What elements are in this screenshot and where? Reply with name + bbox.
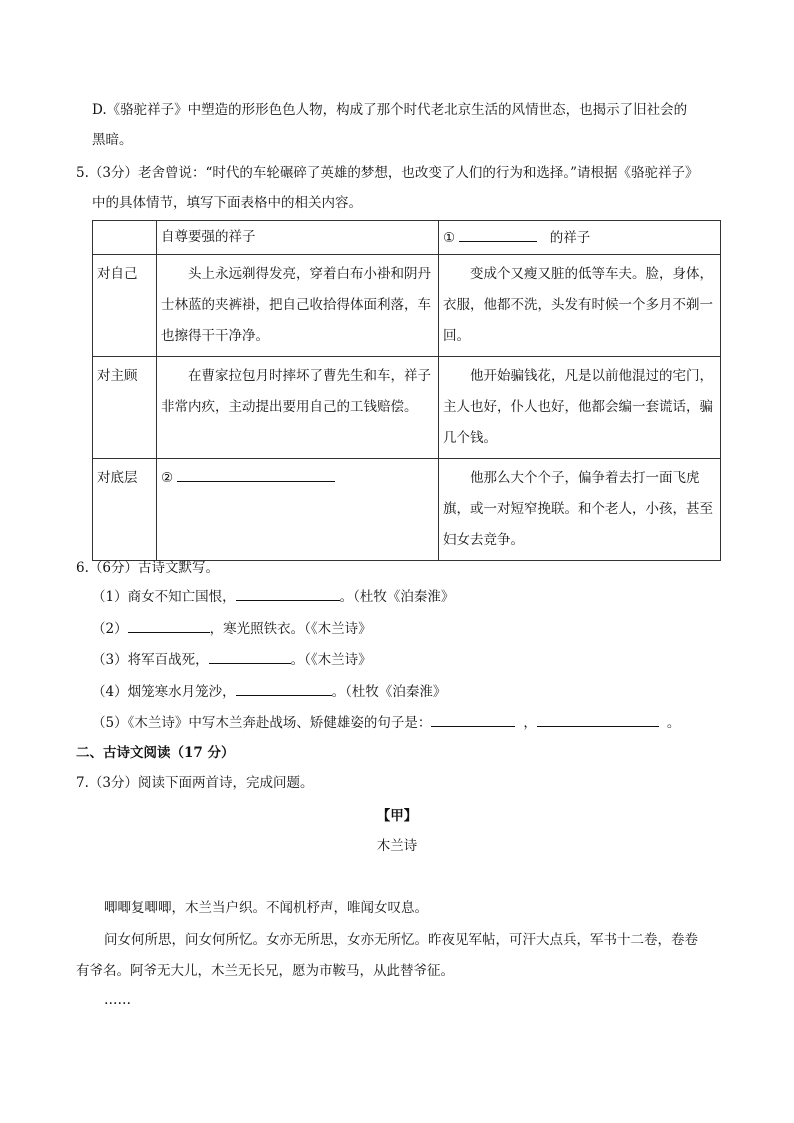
header-blank-xiangzi xyxy=(439,221,721,255)
recitation-item-5-period: 。 xyxy=(666,715,681,731)
recitation-blank-4[interactable] xyxy=(236,681,332,696)
recitation-item-3 xyxy=(92,649,372,670)
recitation-item-4-prompt: （4）烟笼寒水月笼沙， xyxy=(92,684,236,700)
poem-title: 木兰诗 xyxy=(376,838,418,854)
option-d-line1: D.《骆驼祥子》中塑造的形形色色人物，构成了那个时代老北京生活的风情世态，也揭示了旧社会的 xyxy=(92,102,688,118)
option-d-line2: 黑暗。 xyxy=(92,132,133,148)
recitation-item-2-prompt: （2） xyxy=(92,621,128,637)
blank-marker-2: ② xyxy=(161,470,174,486)
xiangzi-comparison-table xyxy=(92,220,721,561)
poem-jia-marker: 【甲】 xyxy=(376,808,418,824)
row-customer-after: 他开始骗钱花，凡是以前他混过的宅门，主人也好，仆人也好，他都会编一套谎话，骗几个钱。 xyxy=(439,357,721,459)
answer-blank-1[interactable] xyxy=(459,227,537,242)
recitation-item-5 xyxy=(92,712,680,733)
recitation-item-2 xyxy=(92,618,372,639)
table-row xyxy=(93,459,721,561)
recitation-item-3-prompt: （3）将军百战死， xyxy=(92,652,209,668)
row-customer-before: 在曹家拉包月时摔坏了曹先生和车，祥子非常内疚，主动提出要用自己的工钱赔偿。 xyxy=(157,357,439,459)
recitation-blank-3[interactable] xyxy=(209,649,291,664)
header-suffix: 的祥子 xyxy=(549,230,591,246)
question-6-title: 6.（6分）古诗文默写。 xyxy=(76,560,219,576)
recitation-item-2-source: ，寒光照铁衣。（《木兰诗》 xyxy=(209,621,372,637)
row-self-after: 变成个又瘦又脏的低等车夫。脸，身体，衣服，他都不洗，头发有时候一个多月不剃一回。 xyxy=(439,255,721,357)
poem-paragraph-2-line2: 有爷名。阿爷无大儿，木兰无长兄，愿为市鞍马，从此替爷征。 xyxy=(76,963,454,979)
section-2-heading: 二、古诗文阅读（17 分） xyxy=(76,745,235,761)
recitation-blank-1[interactable] xyxy=(236,586,340,601)
recitation-blank-2[interactable] xyxy=(128,618,210,633)
recitation-item-1-prompt: （1）商女不知亡国恨， xyxy=(92,589,236,605)
answer-blank-2[interactable] xyxy=(177,467,335,482)
poem-paragraph-1: 唧唧复唧唧，木兰当户织。不闻机杼声，唯闻女叹息。 xyxy=(104,900,428,916)
recitation-blank-5a[interactable] xyxy=(431,712,515,727)
recitation-item-5-comma: ， xyxy=(523,715,537,731)
table-row xyxy=(93,357,721,459)
poem-ellipsis: …… xyxy=(104,992,131,1008)
row-lower-class-after: 他那么大个个子，偏争着去打一面飞虎旗，或一对短窄挽联。和个老人，小孩，甚至妇女去竞争。 xyxy=(439,459,721,561)
header-proud-xiangzi: 自尊要强的祥子 xyxy=(157,221,439,255)
blank-marker-1: ① xyxy=(443,230,456,246)
row-lower-class-before xyxy=(157,459,439,561)
recitation-item-4-source: 。（杜牧《泊秦淮》 xyxy=(331,684,447,700)
recitation-item-5-prompt: （5）《木兰诗》中写木兰奔赴战场、矫健雄姿的句子是： xyxy=(92,715,432,731)
recitation-blank-5b[interactable] xyxy=(537,712,659,727)
poem-paragraph-2-line1: 问女何所思，问女何所忆。女亦无所思，女亦无所忆。昨夜见军帖，可汗大点兵，军书十二卷，卷卷 xyxy=(104,932,698,948)
question-7-title: 7.（3分）阅读下面两首诗，完成问题。 xyxy=(76,775,314,791)
table-corner-cell xyxy=(93,221,157,255)
row-label-customer: 对主顾 xyxy=(93,357,157,459)
question-5-stem: 5.（3分）老舍曾说：“时代的车轮碾碎了英雄的梦想，也改变了人们的行为和选择。”请根据《骆驼祥子》 xyxy=(76,165,699,181)
table-row xyxy=(93,255,721,357)
row-label-self: 对自己 xyxy=(93,255,157,357)
recitation-item-3-source: 。（《木兰诗》 xyxy=(290,652,372,668)
table-header-row xyxy=(93,221,721,255)
recitation-item-4 xyxy=(92,681,446,702)
row-label-lower-class: 对底层 xyxy=(93,459,157,561)
recitation-item-1-source: 。（杜牧《泊秦淮》 xyxy=(339,589,455,605)
row-self-before: 头上永远剃得发亮，穿着白布小褂和阴丹士林蓝的夹裤褂，把自己收拾得体面利落，车也擦得干干净净。 xyxy=(157,255,439,357)
question-5-instruction: 中的具体情节，填写下面表格中的相关内容。 xyxy=(92,195,362,211)
recitation-item-1 xyxy=(92,586,454,607)
